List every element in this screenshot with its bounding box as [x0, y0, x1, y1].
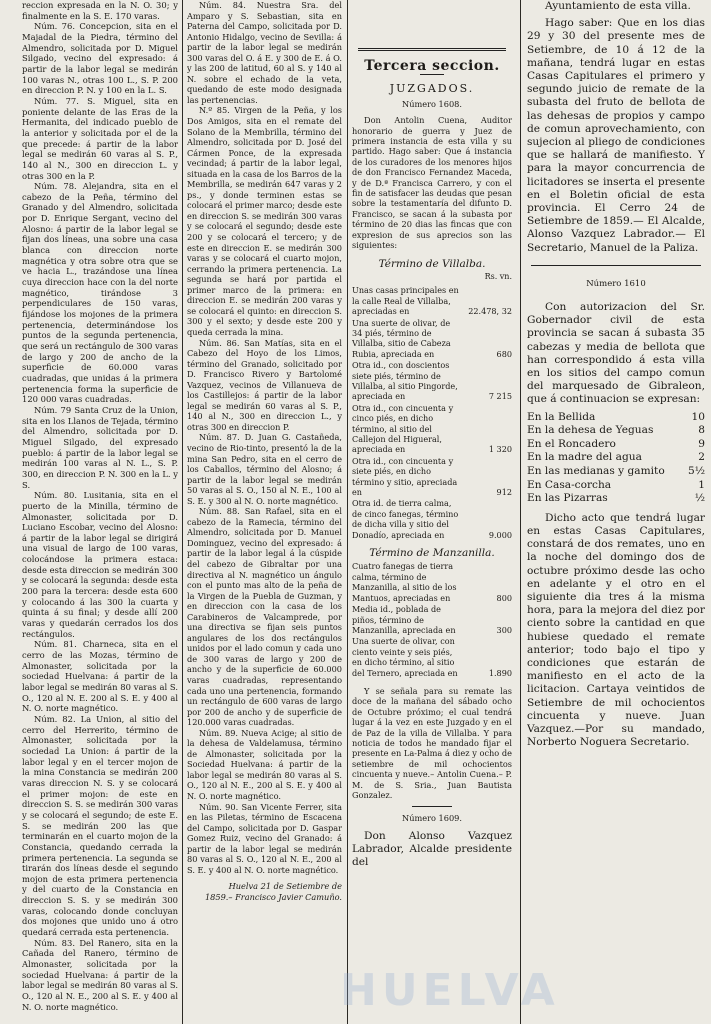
property-row: Media id., poblada de piños, término de Manzanilla, apreciada en 300 [352, 604, 512, 635]
mine-entry: Núm. 89. Nueva Acige; al sitio de la dehesa de Valdelamusa, término de Almonaster, solicitada por la Sociedad Huelvana: á partir de la labor legal se medirán 80 varas al S. O., 120 al N. E., 200 al S. E. y 400 al N. O. norte magnético. [187, 727, 342, 802]
column-4 [527, 0, 705, 1024]
column-2 [187, 0, 342, 1024]
property-row: Otra id., con cincuenta y cinco piés, en dicho término, al sitio del Callejon del Higueral, apreciada en 1 320 [352, 402, 512, 455]
mine-entry: Núm. 82. La Union, al sitio del cerro del Herrerito, término de Almonaster, solicitada por la sociedad La Union: á partir de la labor legal y en el tercer mojon de la mina Constancia se medirán 200 varas direccion N. S. y se colocará el primer mojon: de este en direccion S. S. se medirán 300 varas y se colocará el segundo; de este E. S. se medirán 200 las que terminarán en el cuarto mojon de la Constancia, quedando cerrada la primera pertenencia. La segunda se tirarán dos líneas desde el segundo mojon de esta primera pertenencia y del cuarto de la Constancia en direccion S. S. y se medirán 300 varas, colocando donde concluyan dos mojones que unido uno á otro quedará cerrada esta pertenencia. [22, 713, 178, 938]
mine-entry: Núm. 86. San Matías, sita en el Cabezo del Hoyo de los Limos, término del Granado, solicitado por D. Francisco Rivero y Bartolomé Vazquez, vecinos de Villanueva de los Castillejos: á partir de la labor legal se medirán 60 varas al S. P., 140 al N., 300 en direccion L., y otras 300 en direccion P. [187, 337, 342, 432]
notice-number: Número 1610 [586, 278, 646, 289]
notice-intro: Don Antolin Cuena, Auditor honorario de guerra y Juez de primera instancia de esta villa y su partido. Hago saber: Que á instancia de los curadores de los menores hijos de don Francisco Fernandez Maceda, y de D.ª Francisca Carrero, y con el fin de satisfacer las deudas que pesan sobre la testamentaría del difunto D. Francisco, se sacan á la subasta por término de 20 dias las fincas que con expresion de sus aprecios son las siguientes: [352, 115, 512, 251]
mine-entry: Núm. 90. San Vicente Ferrer, sita en las Piletas, término de Escacena del Campo, solicitada por D. Gaspar Gomez Ruiz, vecino del Granado: á partir de la labor legal se medirán 80 varas al S. O., 120 al N. E., 200 al S. E. y 400 al N. O. norte magnético. [187, 801, 342, 875]
notice-closing: Dicho acto que tendrá lugar en estas Casas Capitulares, constará de dos remates, uno en la noche del domingo dos de octubre próximo desde las ocho en adelante y el otro en el siguiente dia tres á la misma hora, para la mejora del diez por ciento sobre la cantidad en que hubiese quedado el remate anterior; todo bajo el tipo y condiciones que estarán de manifiesto en el acto de la licitacion. Cartaya veintidos de Setiembre de mil ochocientos cincuenta y nueve. Juan Vazquez.—Por su mandado, Norberto Noguera Secretario. [527, 511, 705, 749]
mine-entry: Núm. 83. Del Ranero, sita en la Cañada del Ranero, término de Almonaster, solicitada por la sociedad Huelvana: á partir de la labor legal se medirán 80 varas al S. O., 120 al N. E., 200 al S. E. y 400 al N. O. norte magnético. [22, 937, 178, 1012]
column-divider [520, 0, 521, 1024]
property-row: Otra id. de tierra calma, de cinco fanegas, término de dicha villa y sitio del Donadío, apreciada en 9.000 [352, 498, 512, 540]
mine-entry: Núm. 80. Lusitania, sita en el puerto de la Minilla, término de Almonaster, solicitada por D. Luciano Escobar, vecino del Alosno: á partir de la labor legal se dirigirá una visual de largo de 100 varas, colocándose la primera estaca: desde esta direccion se medirán 300 y se colocará la segunda: desde esta 200 para la tercera: desde esta 600 y colocando á las 300 la cuarta y quinta á su final; y desde allí 200 varas y quedarán cerrados los dos rectángulos. [22, 490, 178, 639]
mine-entry: Núm. 81. Charneca, sita en el cerro de las Mozas, término de Almonaster, solicitada por la sociedad Huelvana: á partir de la labor legal se medirán 80 varas al S. O., 120 al N. E. 200 al S. E. y 400 al N. O. norte magnético. [22, 639, 178, 714]
notice-start: Don Alonso Vazquez Labrador, Alcalde presidente del [352, 829, 512, 869]
mine-entry: Núm. 77. S. Miguel, sita en poniente delante de las Eras de la Hermanita, del indicado pueblo de la anterior y solicitada por el de la que precede: á partir de la labor legal se medirán 60 varas al S. P., 140 al N., 300 en direccion L. y otras 300 en la P. [22, 95, 178, 181]
column-3 [352, 0, 512, 1024]
mine-entry: reccion expresada en la N. O. 30; y finalmente en la S. E. 170 varas. [22, 0, 178, 21]
notice-intro: Con autorizacion del Sr. Gobernador civil de esta provincia se sacan á subasta 35 cabezas y media de bellota que han correspondido á esta villa en los sitios del campo comun del marquesado de Gibraleon, que á continuacion se expresan: [527, 301, 705, 406]
subsection-title: JUZGADOS. [389, 82, 475, 96]
manzanilla-list [352, 561, 512, 677]
property-row: Una suerte de olivar, con ciento veinte y seis piés, en dicho término, al sitio del Ternero, apreciada en 1.890 [352, 636, 512, 678]
term-heading: Término de Manzanilla. [369, 547, 495, 560]
property-row: Otra id., con cincuenta y siete piés, en dicho término y sitio, apreciada en 912 [352, 455, 512, 498]
mine-entry: Núm. 87. D. Juan G. Castañeda, vecino de Rio-tinto, presentó la de la mina San Pedro, sita en el cerro de los Caballos, término del Alosno; á partir de la labor legal se medirán 50 varas al S. O., 150 al N. E., 100 al S. E. y 300 al N. O. norte magnético. [187, 432, 342, 506]
place-row: En las Pizarras ½ [527, 492, 705, 505]
separator-rule [412, 806, 452, 807]
bellota-list [527, 411, 705, 506]
notice-number: Número 1608. [402, 98, 462, 109]
place-row: En Casa-corcha 1 [527, 478, 705, 491]
separator-rule [531, 265, 701, 266]
property-row: Una suerte de olivar, de 34 piés, término de Villalba, sitio de Cabeza Rubia, apreciada en 680 [352, 317, 512, 359]
section-title: Tercera seccion. [364, 58, 500, 74]
notice-closing: Y se señala para su remate las doce de la mañana del sábado ocho de Octubre próximo; el cual tendrá lugar á la vez en este Juzgado y en el de Paz de la villa de Villalba. Y para noticia de todos he mandado fijar el presente en La-Palma á diez y ocho de setiembre de mil ochocientos cincuenta y nueve.– Antolin Cuena.– P. M. de S. Sria., Juan Bautista Gonzalez. [352, 685, 512, 800]
property-row: Unas casas principales en la calle Real de Villalba, apreciadas en 22.478, 32 [352, 285, 512, 317]
notice-continuation: Ayuntamiento de esta villa. [545, 0, 691, 12]
place-row: En la madre del agua 2 [527, 451, 705, 464]
section-rule [420, 74, 444, 75]
mine-entry: Núm. 79 Santa Cruz de la Union, sita en los Llanos de Tejada, término del Almendro, solicitada por D. Miguel Silgado, del expresado pueblo: á partir de la labor legal se medirán 100 varas al N. L., S. P. 300, en direccion P. N. 300 en la L. y S. [22, 404, 178, 490]
villalba-list [352, 285, 512, 540]
place-row: En el Roncadero 9 [527, 437, 705, 450]
property-row: Otra id., con doscientos siete piés, término de Villalba, al sitio Pingorde, apreciada en 7 215 [352, 360, 512, 402]
mine-entry: Núm. 84. Nuestra Sra. del Amparo y S. Sebastian, sita en Paterna del Campo, solicitada por D. Antonio Hidalgo, vecino de Sevilla: á partir de la labor legal se medirán 300 varas del O. á E. y 300 de E. á O. y las 200 de latitud, 60 al S. y 140 al N. sobre el echado de la veta, quedando de este modo designada las pertenencias. [187, 0, 342, 105]
column-1 [22, 0, 178, 1024]
column-divider [347, 0, 348, 1024]
mine-entry: Núm. 88. San Rafael, sita en el cabezo de la Ramecia, término del Almendro, solicitada por D. Manuel Dominguez, vecino del expresado: á partir de la labor legal á la cúspide del cabezo de Gibraltar por una directiva al N. magnético un ángulo con el punto mas alto de la peña de la Virgen de la Puebla de Guzman, y en direccion con la casa de los Carabineros de Valcamprede, por una directiva se fijan seis puntos angulares de los dos rectángulos unidos por el lado comun y cada uno de 300 varas de largo y 200 de ancho y de la superficie de 60.000 varas cuadradas, representando cada uno una pertenencia, formando un rectángulo de 600 varas de largo por 200 de ancho y de superficie de 120.000 varas cuadradas. [187, 506, 342, 728]
column-divider [182, 0, 183, 1024]
mine-entry: Núm. 76. Concepcion, sita en el Majadal de la Piedra, término del Almendro, solicitada por D. Miguel Silgado, vecino del expresado: á partir de la labor legal se medirán 100 varas N., otras 100 L., S. P. 200 en direccion P. N. y 100 en la L. S. [22, 21, 178, 96]
place-row: En las medianas y gamito 5½ [527, 465, 705, 478]
place-row: En la dehesa de Yeguas 8 [527, 424, 705, 437]
currency-header: Rs. vn. [484, 271, 512, 281]
signature: Huelva 21 de Setiembre de 1859.– Francisco Javier Camuño. [204, 881, 342, 902]
mine-entry: Núm. 78. Alejandra, sita en el cabezo de la Peña, término del Granado y del Almendro, solicitada por D. Enrique Sergant, vecino del Alosno: á partir de la labor legal se fijan dos líneas, una sobre una casa blanca con direccion norte magnética y otra sobre otra que se ve hacia L., trazándose una línea cuya direccion hace con la del norte magnético, tirándose 3 perpendiculares de 150 varas, fijándose los mojones de la primera pertenencia, determinándose los puntos de la segunda pertenencia, que será un rectángulo de 300 varas de largo y 200 de ancho de la superficie de 60.000 varas cuadradas, que unidas á la primera pertenencia forma la superficie de 120 000 varas cuadradas. [22, 181, 178, 405]
mine-entry: N.º 85. Virgen de la Peña, y los Dos Amigos, sita en el remate del Solano de la Membrilla, término del Almendro, solicitada por D. José del Cármen Ponce, de la expresada vecindad; á partir de la labor legal, situada en la casa de los Barros de la Membrilla, se medirán 647 varas y 2 ps., y donde terminen estas se colocará el primer marco; desde este en direccion S. se medirán 300 varas y se colocará el segundo; desde este 200 y se colocará el tercero; y de este en direccion E. se medirán 300 varas y se colocará el cuarto mojon, cerrando la primera pertenencia. La segunda se hará por partida el primer marco de la primera: en direccion E. se medirán 200 varas y se colocará el quinto: en direccion S. 300 y el sexto; y desde este 200 y queda cerrada la mina. [187, 105, 342, 337]
place-row: En la Bellida 10 [527, 410, 705, 423]
property-row: Cuatro fanegas de tierra calma, término de Manzanilla, al sitio de los Mantuos, apreciadas en 800 [352, 561, 512, 603]
notice-body: Hago saber: Que en los dias 29 y 30 del presente mes de Setiembre, de 10 á 12 de la mañana, tendrá lugar en estas Casas Capitulares el primero y segundo juicio de remate de la subasta del fruto de bellota de las dehesas de propios y campo de comun aprovechamiento, con sujecion al pliego de condiciones que se hallará de manifiesto. Y para la mayor concurrencia de licitadores se inserta el presente en el Boletin oficial de esta provincia. El Cerro 24 de Setiembre de 1859.— El Alcalde, Alonso Vazquez Labrador.— El Secretario, Manuel de la Paliza. [527, 17, 705, 254]
library-watermark: HUELVA [340, 965, 560, 1016]
term-heading: Término de Villalba. [378, 257, 486, 270]
notice-number: Número 1609. [402, 813, 462, 824]
header-double-rule [358, 48, 506, 51]
